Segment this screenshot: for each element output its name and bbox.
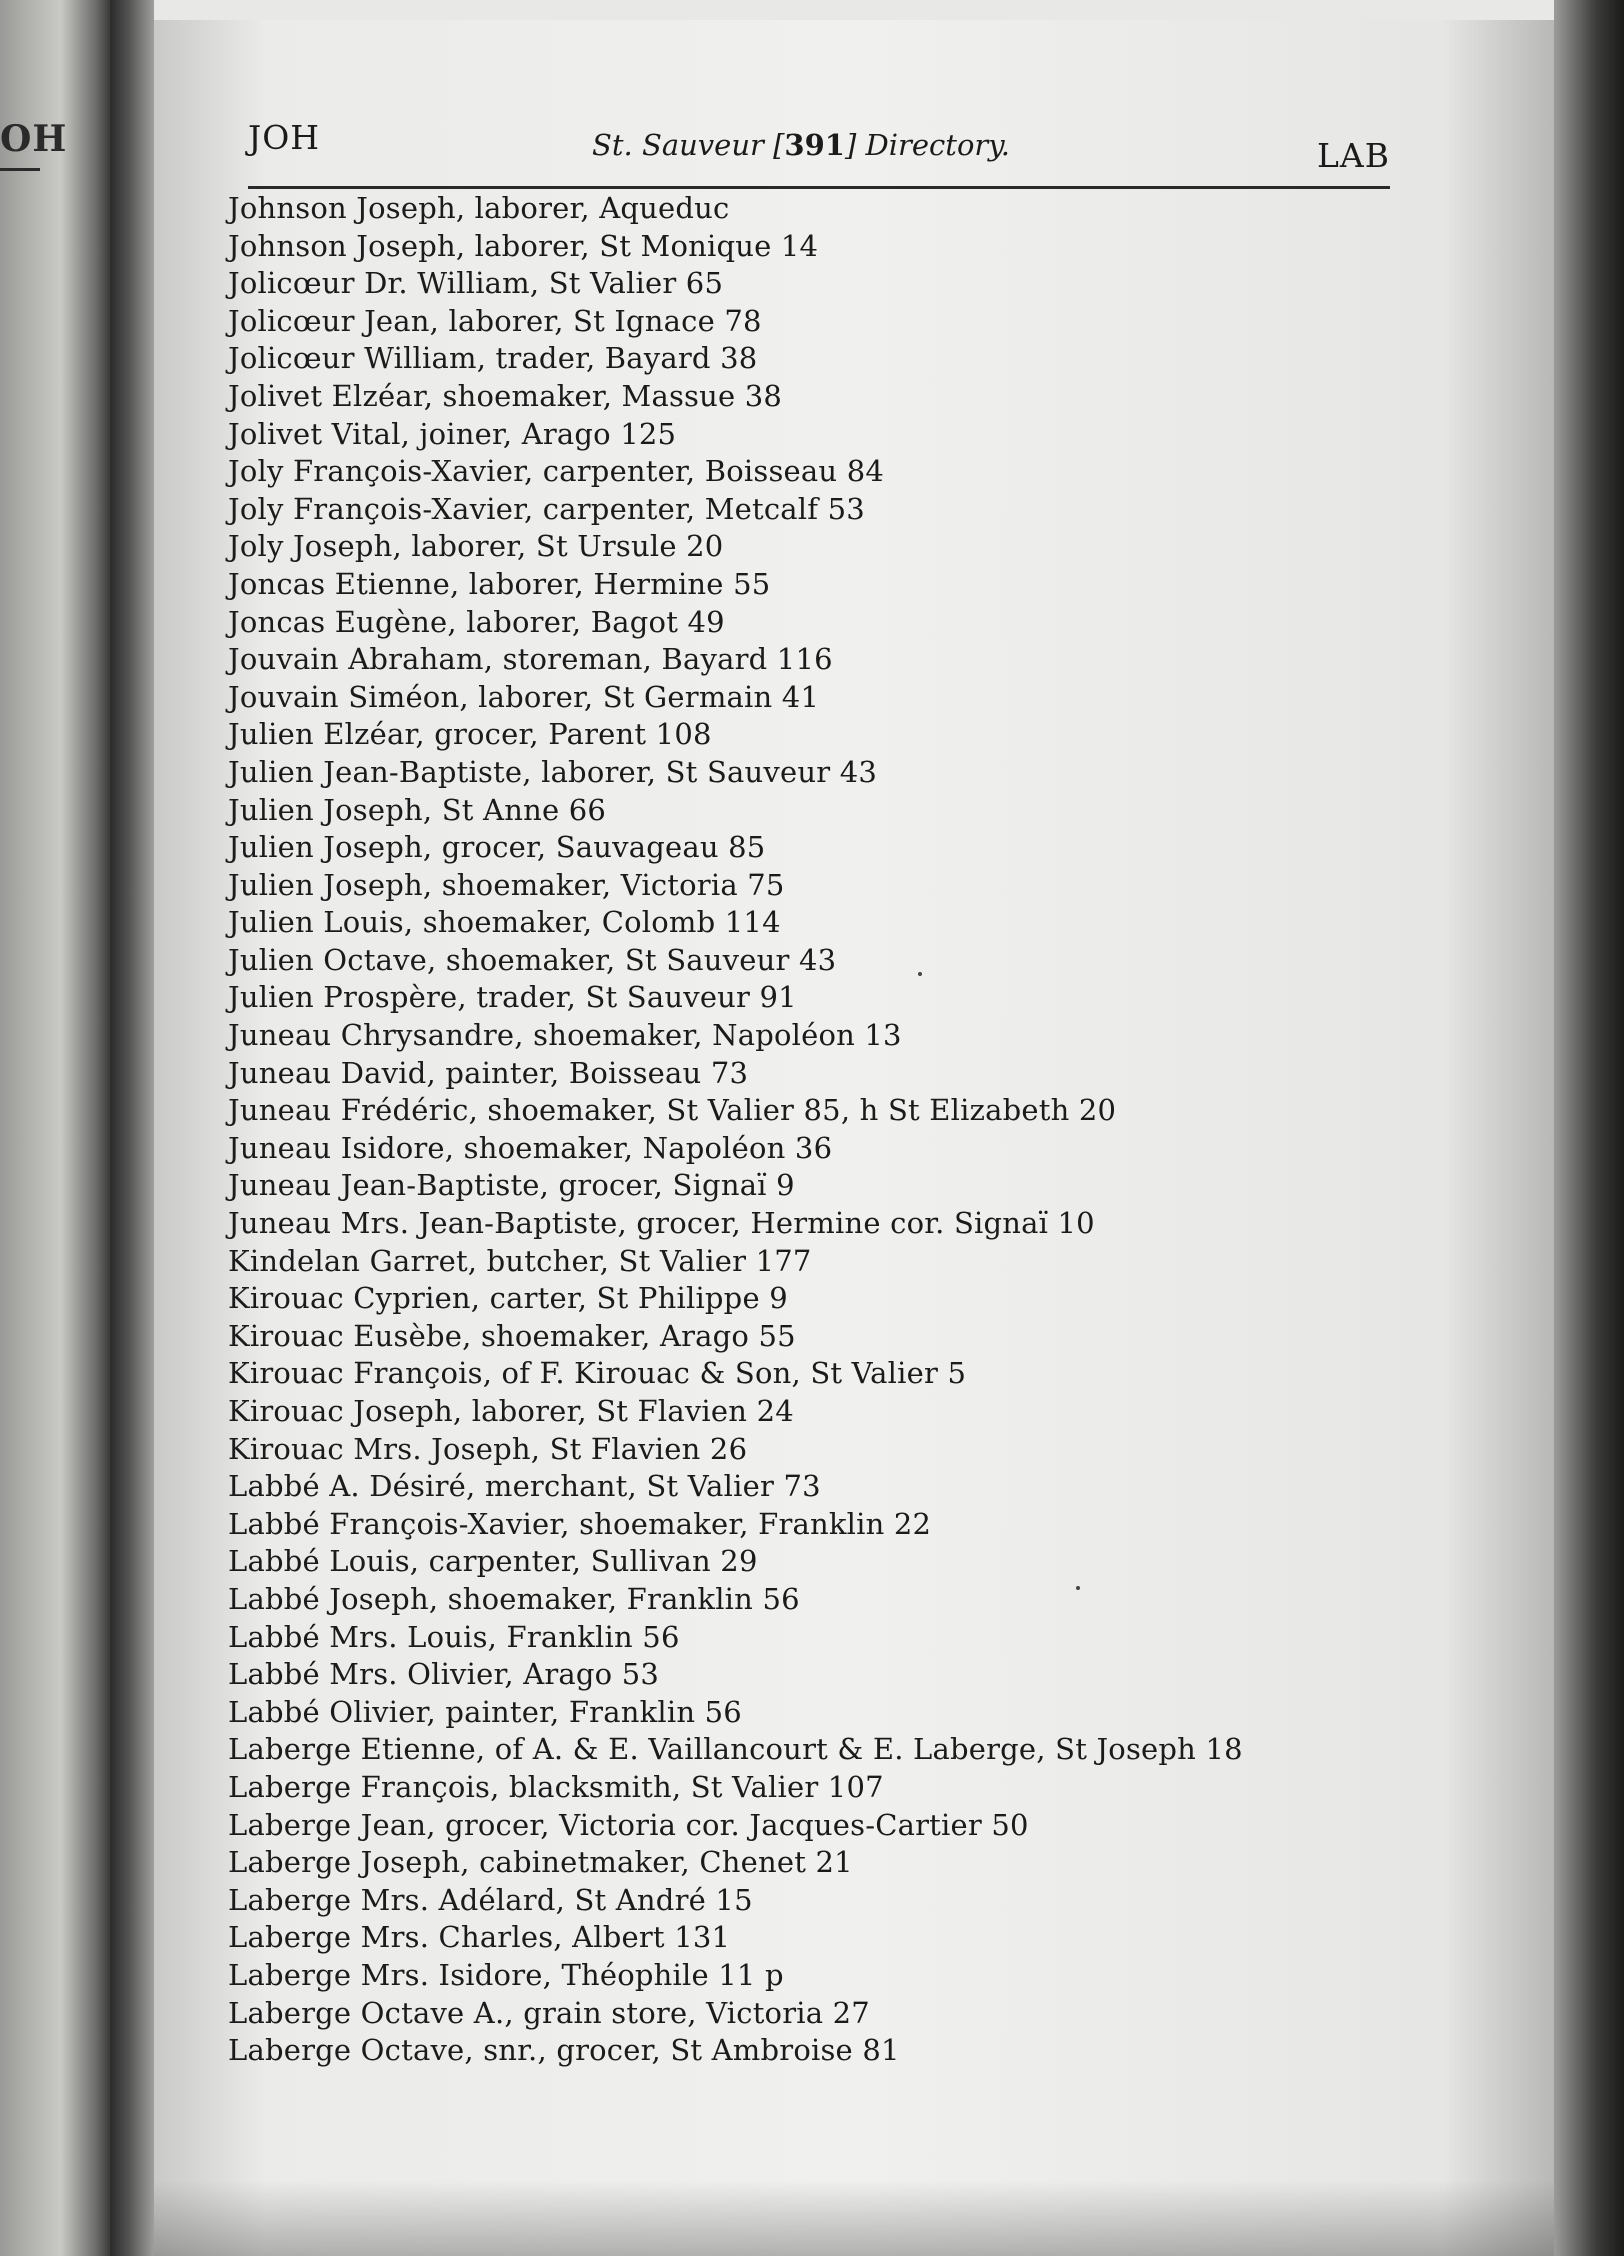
book-gutter <box>110 0 154 2256</box>
directory-entry: Kirouac Cyprien, carter, St Philippe 9 <box>228 1281 788 1316</box>
previous-page-rule <box>0 168 40 171</box>
directory-entry: Joncas Etienne, laborer, Hermine 55 <box>228 566 771 601</box>
directory-entry: Laberge Etienne, of A. & E. Vaillancourt & E. Laberge, St Joseph 18 <box>228 1732 1243 1767</box>
directory-entry: Jolivet Vital, joiner, Arago 125 <box>228 416 677 451</box>
directory-entry: Labbé Mrs. Olivier, Arago 53 <box>228 1657 660 1692</box>
directory-entry: Juneau Isidore, shoemaker, Napoléon 36 <box>228 1130 833 1165</box>
previous-page-edge <box>0 0 110 2256</box>
directory-entry: Juneau Chrysandre, shoemaker, Napoléon 13 <box>228 1018 902 1053</box>
directory-entries <box>228 190 1408 2070</box>
previous-page-fragment: OH <box>0 118 68 160</box>
directory-entry: Laberge Octave A., grain store, Victoria 27 <box>228 1995 870 2030</box>
page-number: 391 <box>784 128 845 162</box>
header-rule <box>248 186 1390 189</box>
directory-entry: Laberge Mrs. Charles, Albert 131 <box>228 1920 731 1955</box>
directory-entry: Jolivet Elzéar, shoemaker, Massue 38 <box>228 378 783 413</box>
directory-entry: Jolicœur Dr. William, St Valier 65 <box>228 266 724 301</box>
directory-entry: Kirouac François, of F. Kirouac & Son, St Valier 5 <box>228 1356 967 1391</box>
running-header <box>248 112 1390 175</box>
directory-entry: Jolicœur Jean, laborer, St Ignace 78 <box>228 303 762 338</box>
directory-entry: Labbé Olivier, painter, Franklin 56 <box>228 1694 742 1729</box>
directory-entry: Labbé Joseph, shoemaker, Franklin 56 <box>228 1581 800 1616</box>
directory-entry: Juneau David, painter, Boisseau 73 <box>228 1055 749 1090</box>
directory-entry: Laberge François, blacksmith, St Valier 107 <box>228 1769 884 1804</box>
header-title-prefix: St. Sauveur [ <box>592 128 785 162</box>
directory-entry: Julien Prospère, trader, St Sauveur 91 <box>228 980 797 1015</box>
directory-entry: Julien Louis, shoemaker, Colomb 114 <box>228 905 781 940</box>
directory-entry: Labbé François-Xavier, shoemaker, Franklin 22 <box>228 1506 932 1541</box>
directory-entry: Laberge Octave, snr., grocer, St Ambroise 81 <box>228 2033 900 2068</box>
speck <box>918 972 922 976</box>
directory-entry: Kindelan Garret, butcher, St Valier 177 <box>228 1243 812 1278</box>
directory-entry: Kirouac Eusèbe, shoemaker, Arago 55 <box>228 1318 796 1353</box>
directory-entry: Julien Joseph, St Anne 66 <box>228 792 607 827</box>
directory-entry: Labbé Louis, carpenter, Sullivan 29 <box>228 1544 758 1579</box>
directory-entry: Johnson Joseph, laborer, Aqueduc <box>228 191 730 225</box>
directory-entry: Joly Joseph, laborer, St Ursule 20 <box>228 529 724 564</box>
directory-entry: Julien Joseph, grocer, Sauvageau 85 <box>228 830 766 865</box>
header-left-guide-word: JOH <box>248 118 321 157</box>
header-title <box>592 128 1010 162</box>
directory-entry: Jouvain Abraham, storeman, Bayard 116 <box>228 642 833 677</box>
directory-entry: Laberge Jean, grocer, Victoria cor. Jacques-Cartier 50 <box>228 1807 1029 1842</box>
directory-entry: Julien Elzéar, grocer, Parent 108 <box>228 717 712 752</box>
directory-entry: Juneau Frédéric, shoemaker, St Valier 85, h St Elizabeth 20 <box>228 1093 1117 1128</box>
directory-entry: Laberge Mrs. Adélard, St André 15 <box>228 1882 753 1917</box>
directory-entry: Laberge Joseph, cabinetmaker, Chenet 21 <box>228 1845 853 1880</box>
directory-entry: Joly François-Xavier, carpenter, Boisseau 84 <box>228 454 884 489</box>
page-bottom-shade <box>154 2180 1554 2256</box>
directory-entry: Jolicœur William, trader, Bayard 38 <box>228 341 758 376</box>
directory-entry: Kirouac Mrs. Joseph, St Flavien 26 <box>228 1431 748 1466</box>
directory-entry: Labbé Mrs. Louis, Franklin 56 <box>228 1619 680 1654</box>
directory-entry: Juneau Mrs. Jean-Baptiste, grocer, Hermine cor. Signaï 10 <box>228 1206 1095 1241</box>
directory-entry: Julien Octave, shoemaker, St Sauveur 43 <box>228 942 837 977</box>
header-title-suffix: ] Directory. <box>844 128 1011 162</box>
directory-entry: Johnson Joseph, laborer, St Monique 14 <box>228 228 819 263</box>
speck <box>1076 1586 1080 1590</box>
directory-entry: Kirouac Joseph, laborer, St Flavien 24 <box>228 1394 794 1428</box>
directory-entry: Julien Joseph, shoemaker, Victoria 75 <box>228 867 785 902</box>
directory-entry: Jouvain Siméon, laborer, St Germain 41 <box>228 679 820 714</box>
directory-entry: Juneau Jean-Baptiste, grocer, Signaï 9 <box>228 1168 795 1203</box>
directory-entry: Julien Jean-Baptiste, laborer, St Sauveur 43 <box>228 754 877 789</box>
page-right-edge <box>1554 0 1624 2256</box>
directory-entry: Labbé A. Désiré, merchant, St Valier 73 <box>228 1469 821 1504</box>
directory-entry: Laberge Mrs. Isidore, Théophile 11 p <box>228 1957 784 1992</box>
header-right-guide-word: LAB <box>1317 136 1390 175</box>
directory-entry: Joly François-Xavier, carpenter, Metcalf 53 <box>228 491 865 526</box>
directory-entry: Joncas Eugène, laborer, Bagot 49 <box>228 604 725 639</box>
